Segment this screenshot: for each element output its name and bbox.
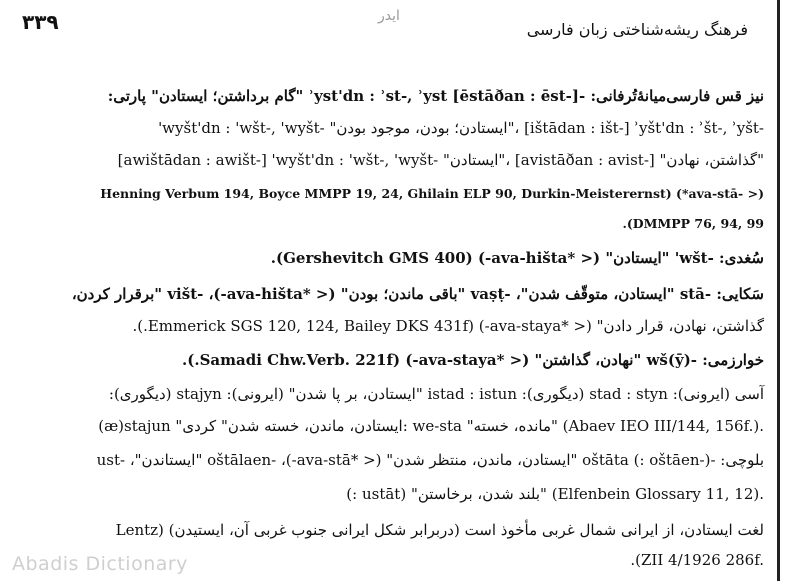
text-line: سُغدی: -wšt' "ایستادن" (< *ava-hišta-) (Gershevitch GMS 400). xyxy=(270,249,764,267)
text-line: گذاشتن، نهادن، قرار دادن" (< *ava-staya-) (Emmerick SGS 120, 124, Bailey DKS 431f.). xyxy=(132,317,764,335)
page-number: ۳۳۹ xyxy=(22,10,59,34)
text-line: [awištādan : awišt-] 'wyšt'dn : 'wšt-, 'wyšt- "ایستادن"، [avistāðan : avist-] "گذاشتن، نهادن" xyxy=(117,151,764,169)
text-line: نیز قس فارسی‌میانهٔ‌تُرفانی: -ʾyst'dn : ʾst-, ʾyst [ēstāðan : ēst-] "گام برداشتن؛ ایستادن" پارتی: xyxy=(107,87,764,105)
text-line: سَکایی: -stā "ایستادن، متوقّف شدن"، -vaṣṭ "باقی ماندن؛ بودن" (< *ava-hišta-)، -višt "برقرار کردن، xyxy=(71,285,764,303)
page-edge-rule xyxy=(777,0,780,581)
text-line: .(DMMPP 76, 94, 99 xyxy=(622,216,764,231)
text-line: بلوچی: -oštāta (: oštāen-) "ایستادن، ماندن، منتظر شدن" (< *ava-stā-)، -oštālaen "ایستاندن"، -ust xyxy=(96,451,764,469)
text-line: (æ)stajun "ایستادن، ماندن، خسته شدن" کردی: we-sta "مانده، خسته" (Abaev IEO III/144, 156f.). xyxy=(98,417,764,435)
text-line: (: ustāt) "بلند شدن، برخاستن" (Elfenbein Glossary 11, 12). xyxy=(346,485,764,503)
text-line: 'wyšt'dn : 'wšt-, 'wyšt- "ایستادن؛ بودن، موجود بودن"، [ištādan : išt-] ʾyšt'dn : ʾšt-, ʾyšt- xyxy=(158,119,764,137)
text-line: آسی (ایرونی): stad : styn (دیگوری): istad : istun "ایستادن، بر پا شدن" (ایرونی): stajyn (دیگوری): xyxy=(108,385,764,403)
text-line: خوارزمی: -(ȳ)wš "نهادن، گذاشتن" (< *ava-staya-) (Samadi Chw.Verb. 221f.). xyxy=(182,351,764,369)
watermark: Abadis Dictionary xyxy=(12,553,188,575)
running-title: فرهنگ ریشه‌شناختی زبان فارسی xyxy=(526,20,748,39)
text-line: .(ZII 4/1926 286f. xyxy=(630,551,764,569)
header-word: ایدر xyxy=(378,8,400,24)
text-line: لغت ایستادن، از ایرانی شمال غربی مأخوذ است (دربرابر شکل ایرانی جنوب غربی آن، ایستیدن) (Lentz xyxy=(115,521,764,539)
text-line: Henning Verbum 194, Boyce MMPP 19, 24, Ghilain ELP 90, Durkin-Meisterernst) (*ava-stā- >) xyxy=(100,186,764,201)
